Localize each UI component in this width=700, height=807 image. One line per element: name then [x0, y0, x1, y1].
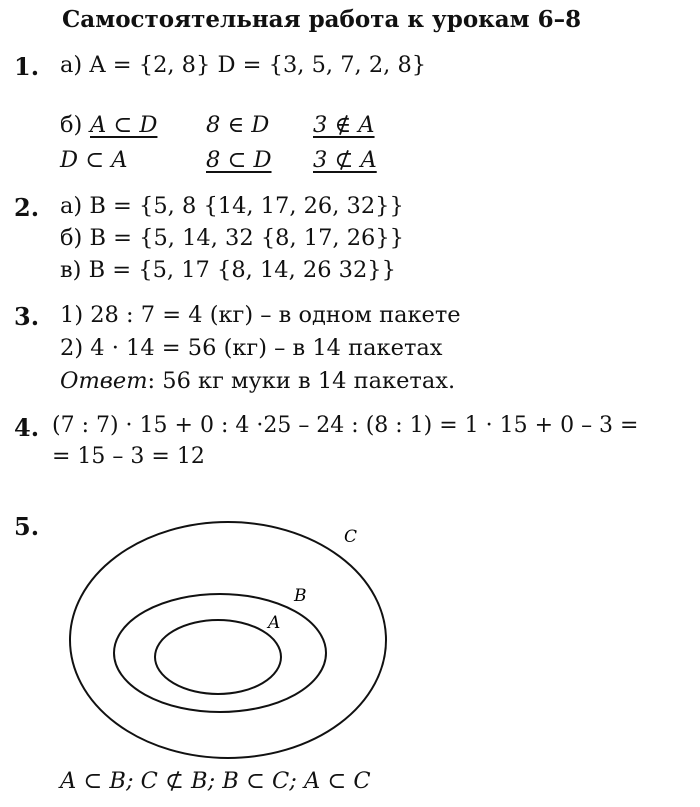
problem-2-line-a: а) B = {5, 8 {14, 17, 26, 32}}: [60, 193, 404, 219]
answer-text: : 56 кг муки в 14 пакетах.: [147, 368, 456, 394]
problem-2-line-b: б) B = {5, 14, 32 {8, 17, 26}}: [60, 225, 404, 251]
problem-1-b-r2c1: D ⊂ A: [60, 147, 128, 173]
problem-1-b-r2c2: 8 ⊂ D: [206, 147, 272, 173]
problem-1-b-r1c2: 8 ∈ D: [206, 112, 270, 138]
problem-5-number: 5.: [14, 512, 40, 541]
problem-3-number: 3.: [14, 302, 40, 331]
page-title: Самостоятельная работа к урокам 6–8: [62, 6, 582, 33]
problem-1-part-b-label: б): [60, 112, 83, 138]
problem-3-step-1: 1) 28 : 7 = 4 (кг) – в одном пакете: [60, 302, 461, 328]
problem-2-number: 2.: [14, 193, 40, 222]
problem-3-step-2: 2) 4 · 14 = 56 (кг) – в 14 пакетах: [60, 335, 443, 361]
problem-4-result: = 15 – 3 = 12: [52, 444, 205, 469]
set-b-label: B: [294, 586, 307, 606]
problem-1-part-a: а) A = {2, 8} D = {3, 5, 7, 2, 8}: [60, 52, 427, 78]
set-a-label: A: [268, 613, 281, 633]
problem-4-expression: (7 : 7) · 15 + 0 : 4 ·25 – 24 : (8 : 1) = 1 · 15 + 0 – 3 =: [52, 413, 639, 438]
problem-1-b-r2c3: 3 ⊄ A: [313, 147, 377, 173]
problem-4-number: 4.: [14, 413, 40, 442]
problem-1-b-r1c1: A ⊂ D: [90, 112, 158, 138]
problem-2-line-c: в) B = {5, 17 {8, 14, 26 32}}: [60, 257, 396, 283]
set-c-label: C: [344, 527, 358, 547]
problem-5-relations: A ⊂ B; C ⊄ B; B ⊂ C; A ⊂ C: [60, 768, 371, 794]
answer-label: Ответ: [60, 368, 148, 394]
problem-1-b-r1c3: 3 ∉ A: [313, 112, 375, 138]
problem-1-number: 1.: [14, 52, 40, 81]
set-a-ellipse: [155, 620, 281, 694]
